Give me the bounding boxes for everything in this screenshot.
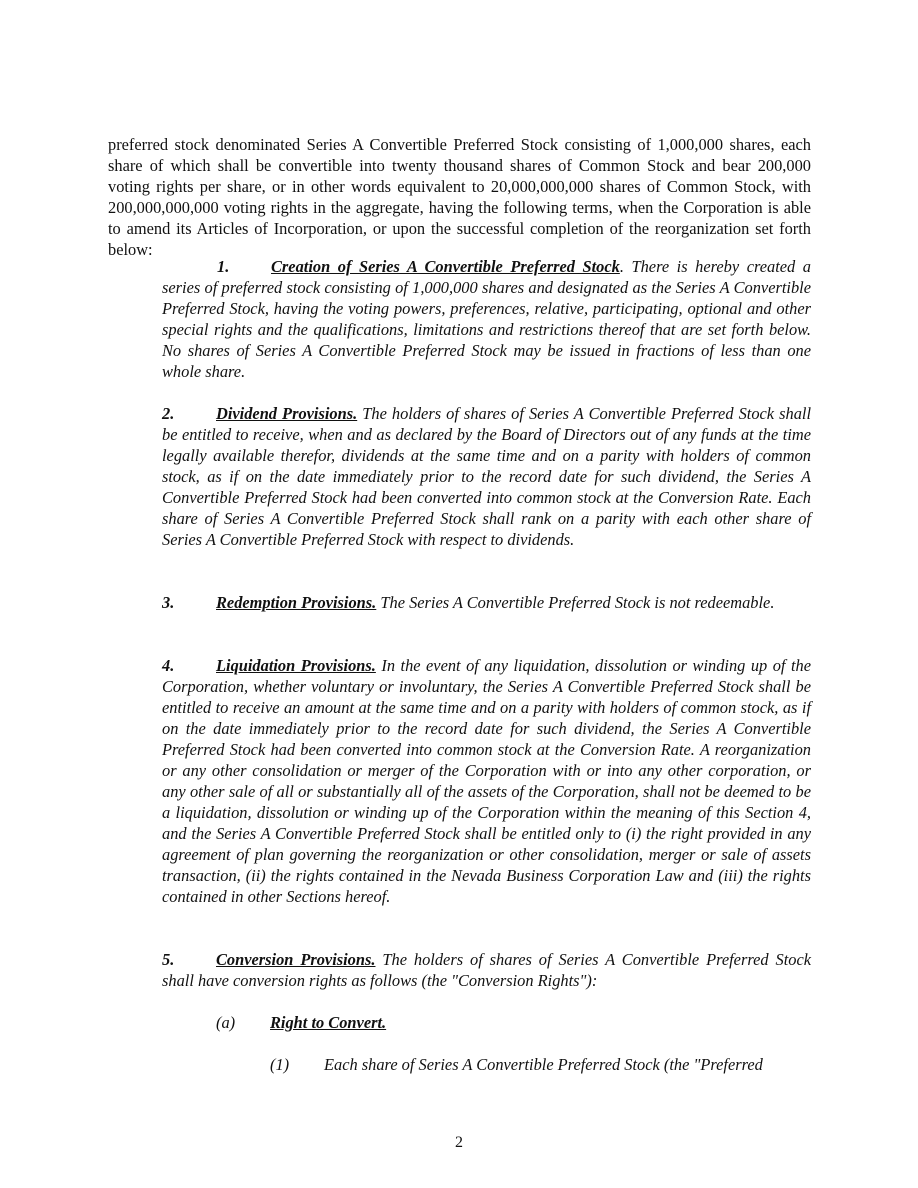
subsection-heading: Right to Convert. xyxy=(270,1013,387,1032)
section-number: 5. xyxy=(162,950,175,969)
subsection-1 xyxy=(270,1054,811,1075)
subsection-number: (a) xyxy=(216,1013,236,1032)
section-number: 1. xyxy=(217,257,230,276)
section-text: The holders of shares of Series A Convertible Preferred Stock shall be entitled to receive, when and as declared by the Board of Directors out of any funds at the time legally available therefor, dividends at the same time and on a parity with holders of common stock, as if on the date immediately prior to the record date for such dividend, the Series A Convertible Preferred Stock had been converted into common stock at the Conversion Rate. Each share of Series A Convertible Preferred Stock shall rank on a parity with each other share of Series A Convertible Preferred Stock with respect to dividends. xyxy=(162,404,812,549)
section-text: The holders of shares of Series A Convertible Preferred Stock shall have conversion rights as follows (the "Conversion Rights"): xyxy=(162,950,811,990)
section-text: The Series A Convertible Preferred Stock is not redeemable. xyxy=(376,593,775,612)
section-text: In the event of any liquidation, dissolution or winding up of the Corporation, whether voluntary or involuntary, the Series A Convertible Preferred Stock shall be entitled to receive an amount at the same time and on a parity with holders of common stock, as if on the date immediately prior to the record date for such dividend, the Series A Convertible Preferred Stock had been converted into common stock at the Conversion Rate. A reorganization or any other consolidation or merger of the Corporation with or into any other corporation, or any other sale of all or substantially all of the assets of the Corporation, shall not be deemed to be a liquidation, dissolution or winding up of the Corporation within the meaning of this Section 4, and the Series A Convertible Preferred Stock shall be entitled only to (i) the right provided in any agreement of plan governing the reorganization or other consolidation, merger or sale of assets transaction, (ii) the rights contained in the Nevada Business Corporation Law and (iii) the rights contained in other Sections hereof. xyxy=(162,656,811,906)
section-text: . There is hereby created a series of preferred stock consisting of 1,000,000 shares and designated as the Series A Convertible Preferred Stock, having the voting powers, preferences, relative, participating, optional and other special rights and the qualifications, limitations and restrictions thereof that are set forth below. No shares of Series A Convertible Preferred Stock may be issued in fractions of less than one whole share. xyxy=(162,257,811,381)
subsection-number: (1) xyxy=(270,1055,290,1074)
section-heading: Creation of Series A Convertible Preferred Stock xyxy=(271,257,620,276)
section-2 xyxy=(162,403,811,550)
section-4 xyxy=(162,655,811,907)
section-5 xyxy=(162,949,811,991)
section-number: 3. xyxy=(162,593,175,612)
section-3 xyxy=(162,592,811,613)
subsection-a xyxy=(216,1012,811,1033)
section-1 xyxy=(162,256,811,382)
section-heading: Redemption Provisions. xyxy=(216,593,377,612)
page-number: 2 xyxy=(455,1134,463,1151)
section-number: 4. xyxy=(162,656,175,675)
section-heading: Conversion Provisions. xyxy=(216,950,376,969)
intro-paragraph: preferred stock denominated Series A Convertible Preferred Stock consisting of 1,000,000 shares, each share of which shall be convertible into twenty thousand shares of Common Stock and bear 200,000 voting rights per share, or in other words equivalent to 20,000,000,000 shares of Common Stock, with 200,000,000,000 voting rights in the aggregate, having the following terms, when the Corporation is able to amend its Articles of Incorporation, or upon the successful completion of the reorganization set forth below: xyxy=(108,135,811,259)
subsection-text: Each share of Series A Convertible Preferred Stock (the "Preferred xyxy=(324,1055,763,1074)
section-number: 2. xyxy=(162,404,175,423)
section-heading: Dividend Provisions. xyxy=(216,404,358,423)
section-heading: Liquidation Provisions. xyxy=(216,656,376,675)
